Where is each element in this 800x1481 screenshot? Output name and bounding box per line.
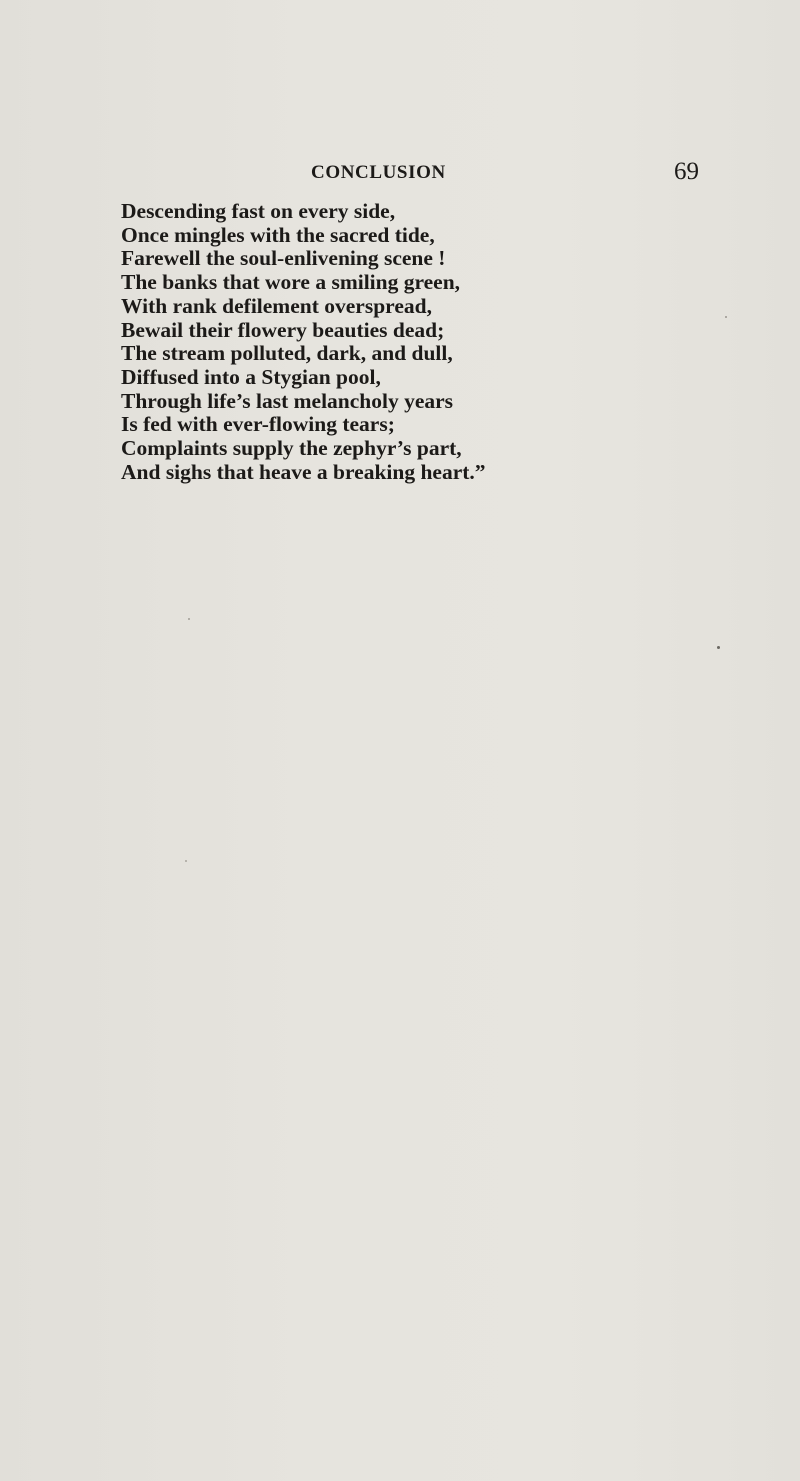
paper-speck	[717, 646, 720, 649]
running-head	[0, 158, 800, 188]
poem-line: Diffused into a Stygian pool,	[121, 364, 381, 389]
poem-line: Bewail their flowery beauties dead;	[121, 317, 445, 342]
poem-line: Descending fast on every side,	[121, 199, 396, 223]
poem-line: Complaints supply the zephyr’s part,	[121, 436, 462, 461]
poem-stanza	[121, 200, 591, 484]
paper-speck	[185, 860, 187, 862]
poem-line: Is fed with ever-flowing tears;	[121, 412, 395, 437]
poem-line: And sighs that heave a breaking heart.”	[121, 459, 486, 484]
paper-speck	[188, 618, 190, 620]
poem-line: The stream polluted, dark, and dull,	[121, 341, 453, 366]
poem-line: The banks that wore a smiling green,	[121, 270, 461, 295]
poem-line: Farewell the soul-enlivening scene !	[121, 246, 446, 271]
chapter-title: CONCLUSION	[311, 162, 446, 183]
paper-speck	[725, 316, 727, 318]
poem-line: Once mingles with the sacred tide,	[121, 222, 435, 247]
poem-line: With rank defilement overspread,	[121, 293, 432, 318]
poem-line: Through life’s last melancholy years	[121, 388, 454, 413]
page-number: 69	[674, 158, 699, 185]
